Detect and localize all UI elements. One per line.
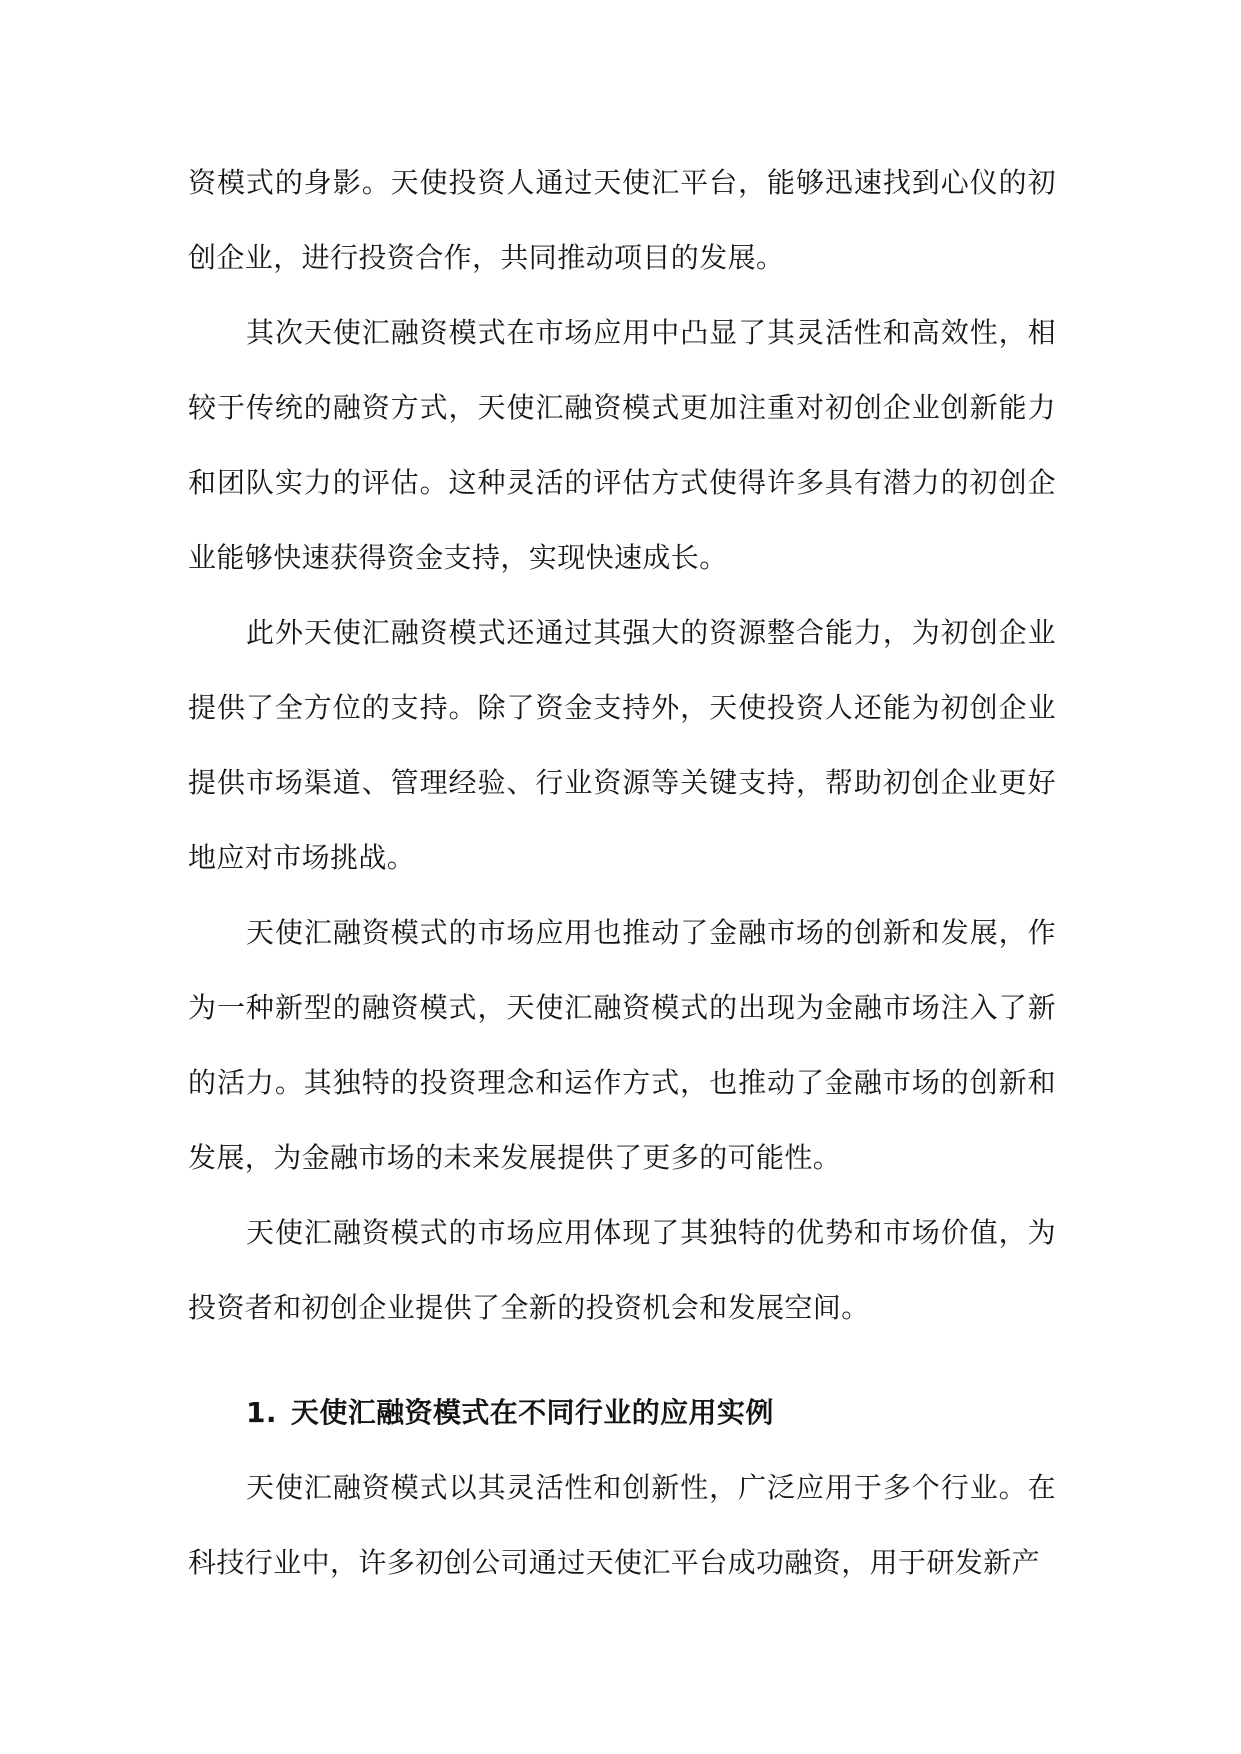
section-heading: [188, 1375, 1056, 1450]
paragraph: 天使汇融资模式的市场应用体现了其独特的优势和市场价值，为投资者和初创企业提供了全新的投资机会和发展空间。: [188, 1216, 1056, 1324]
paragraph: 天使汇融资模式以其灵活性和创新性，广泛应用于多个行业。在科技行业中，许多初创公司通过天使汇平台成功融资，用于研发新产: [188, 1471, 1056, 1579]
paragraph: 天使汇融资模式的市场应用也推动了金融市场的创新和发展，作为一种新型的融资模式，天使汇融资模式的出现为金融市场注入了新的活力。其独特的投资理念和运作方式，也推动了金融市场的创新和发展，为金融市场的未来发展提供了更多的可能性。: [188, 916, 1056, 1174]
paragraph: 此外天使汇融资模式还通过其强大的资源整合能力，为初创企业提供了全方位的支持。除了资金支持外，天使投资人还能为初创企业提供市场渠道、管理经验、行业资源等关键支持，帮助初创企业更好地应对市场挑战。: [188, 616, 1056, 874]
paragraph: 其次天使汇融资模式在市场应用中凸显了其灵活性和高效性，相较于传统的融资方式，天使汇融资模式更加注重对初创企业创新能力和团队实力的评估。这种灵活的评估方式使得许多具有潜力的初创企业能够快速获得资金支持，实现快速成长。: [188, 316, 1056, 574]
section-title: 天使汇融资模式在不同行业的应用实例: [290, 1396, 774, 1429]
section-number: 1.: [246, 1396, 277, 1429]
document-body: [188, 145, 1056, 1600]
paragraph-continued: 资模式的身影。天使投资人通过天使汇平台，能够迅速找到心仪的初创企业，进行投资合作，共同推动项目的发展。: [188, 166, 1056, 274]
